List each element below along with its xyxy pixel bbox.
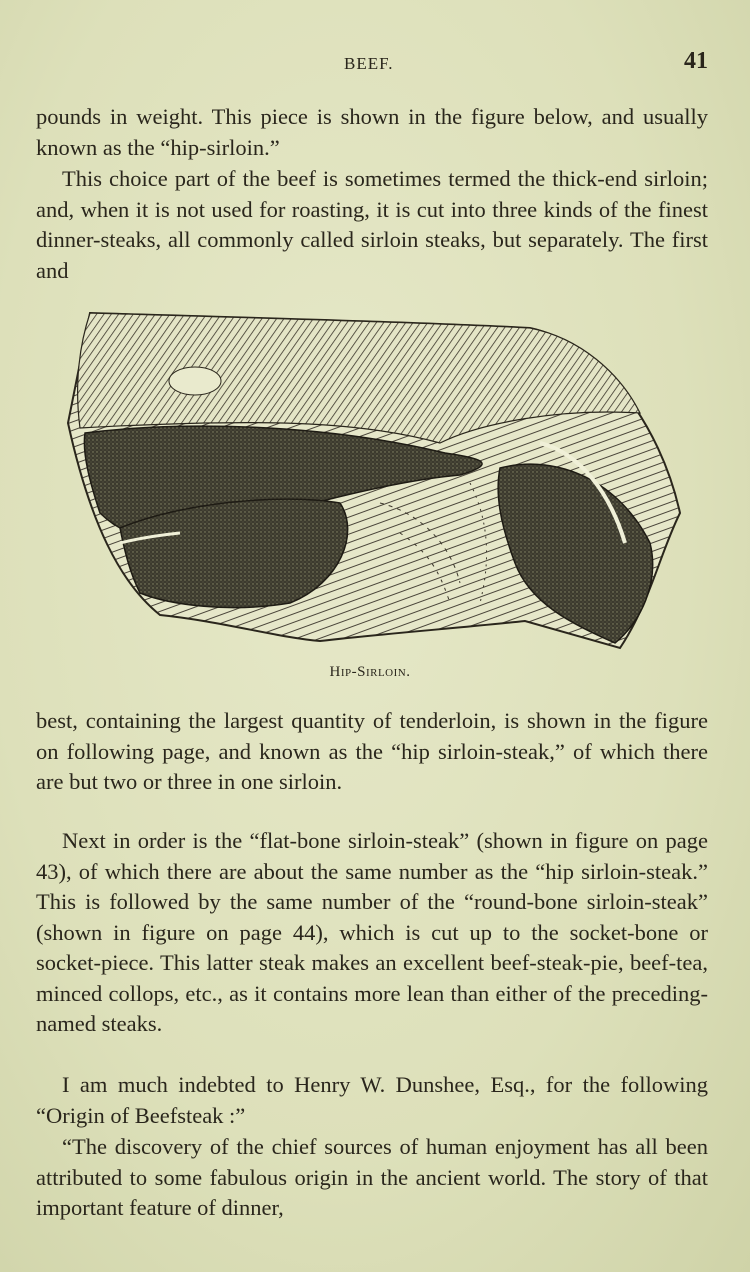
paragraph-continuation: pounds in weight. This piece is shown in the figure below, and usually known as the “hip-sirloin.” xyxy=(36,104,708,160)
paragraph-origin-of-beefsteak: “The discovery of the chief sources of human enjoyment has all been attributed to some fabulous origin in the ancient world. The story of that important feature of dinner, xyxy=(36,1134,708,1220)
page-header xyxy=(0,48,750,78)
figure-caption: Hip-Sirloin. xyxy=(329,664,411,680)
paragraph-acknowledgement: I am much indebted to Henry W. Dunshee, Esq., for the following “Origin of Beefsteak :” xyxy=(36,1072,708,1128)
hip-sirloin-engraving-icon xyxy=(60,303,690,655)
page-number: 41 xyxy=(684,48,708,74)
running-head: BEEF. xyxy=(344,54,394,73)
paragraph-flat-bone-steak: Next in order is the “flat-bone sirloin-steak” (shown in figure on page 43), of which there are about the same number as the “hip sirloin-steak.” This is followed by the same number of the “round-bone sirloin-steak” (shown in figure on page 44), which is cut up to the socket-bone or socket-piece. This latter steak makes an excellent beef-steak-pie, beef-tea, minced collops, etc., as it contains more lean than either of the preceding-named steaks. xyxy=(36,828,708,1036)
paragraph-thick-end-sirloin: This choice part of the beef is sometimes termed the thick-end sirloin; and, when it is not used for roasting, it is cut into three kinds of the finest dinner-steaks, all commonly called sirloin steaks, but separately. The first and xyxy=(36,166,708,283)
paragraph-hip-sirloin-steak: best, containing the largest quantity of tenderloin, is shown in the figure on following page, and known as the “hip sirloin-steak,” of which there are but two or three in one sirloin. xyxy=(36,708,708,794)
hip-sirloin-illustration xyxy=(60,303,690,655)
